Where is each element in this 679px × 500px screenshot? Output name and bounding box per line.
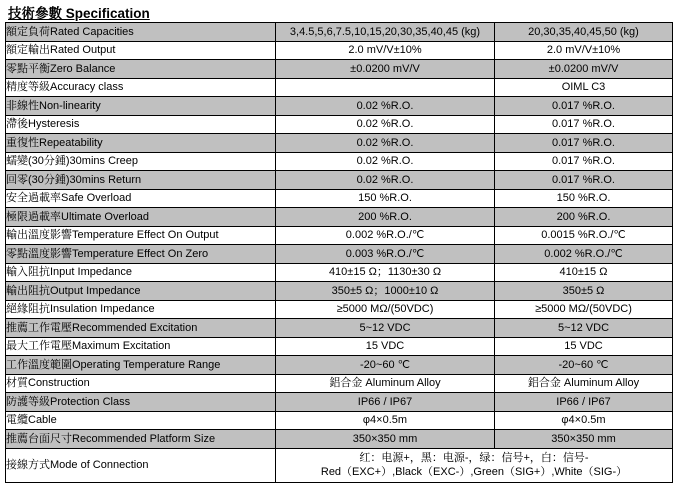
spec-value-cell-2: 0.017 %R.O. bbox=[495, 171, 673, 190]
spec-label-cell: 最大工作電壓Maximum Excitation bbox=[6, 337, 276, 356]
spec-value-cell-1: 200 %R.O. bbox=[276, 208, 495, 227]
table-row bbox=[6, 152, 673, 171]
spec-value-cell-1 bbox=[276, 78, 495, 97]
spec-value-cell-2: 20,30,35,40,45,50 (kg) bbox=[495, 23, 673, 42]
table-row bbox=[6, 411, 673, 430]
spec-label-cell: 非線性Non-linearity bbox=[6, 97, 276, 116]
spec-value-cell-2: ≥5000 MΩ/(50VDC) bbox=[495, 300, 673, 319]
spec-value-cell-1: 0.002 %R.O./℃ bbox=[276, 226, 495, 245]
table-row bbox=[6, 393, 673, 412]
spec-value-cell-1: 0.02 %R.O. bbox=[276, 171, 495, 190]
spec-value-cell-1: φ4×0.5m bbox=[276, 411, 495, 430]
spec-label-cell: 額定輸出Rated Output bbox=[6, 41, 276, 60]
table-row bbox=[6, 263, 673, 282]
spec-value-cell-1: 2.0 mV/V±10% bbox=[276, 41, 495, 60]
spec-value-cell-1: 0.003 %R.O./℃ bbox=[276, 245, 495, 264]
connection-line-en: Red（EXC+）,Black（EXC-）,Green（SIG+）,White（SIG-） bbox=[320, 466, 628, 478]
spec-value-cell-1: 5~12 VDC bbox=[276, 319, 495, 338]
table-row bbox=[6, 189, 673, 208]
spec-value-cell-1: ≥5000 MΩ/(50VDC) bbox=[276, 300, 495, 319]
spec-value-cell-1: ±0.0200 mV/V bbox=[276, 60, 495, 79]
table-row bbox=[6, 282, 673, 301]
spec-value-cell-2: ±0.0200 mV/V bbox=[495, 60, 673, 79]
spec-label-cell: 電纜Cable bbox=[6, 411, 276, 430]
spec-value-cell-1: 410±15 Ω；1130±30 Ω bbox=[276, 263, 495, 282]
spec-value-cell-2: φ4×0.5m bbox=[495, 411, 673, 430]
spec-value-cell-1: 鋁合金 Aluminum Alloy bbox=[276, 374, 495, 393]
spec-label-cell: 額定負荷Rated Capacities bbox=[6, 23, 276, 42]
spec-value-cell-1: 150 %R.O. bbox=[276, 189, 495, 208]
spec-label-cell: 推薦台面尺寸Recommended Platform Size bbox=[6, 430, 276, 449]
spec-value-cell-2: 鋁合金 Aluminum Alloy bbox=[495, 374, 673, 393]
table-row bbox=[6, 208, 673, 227]
spec-connection-value-cell bbox=[276, 448, 673, 482]
spec-label-cell: 防護等級Protection Class bbox=[6, 393, 276, 412]
spec-value-cell-2: 0.002 %R.O./℃ bbox=[495, 245, 673, 264]
table-row bbox=[6, 97, 673, 116]
spec-label-cell: 輸出阻抗Output Impedance bbox=[6, 282, 276, 301]
spec-value-cell-2: 350×350 mm bbox=[495, 430, 673, 449]
table-row bbox=[6, 171, 673, 190]
spec-value-cell-1: 0.02 %R.O. bbox=[276, 134, 495, 153]
spec-value-cell-2: 0.017 %R.O. bbox=[495, 134, 673, 153]
spec-label-cell: 零點溫度影響Temperature Effect On Zero bbox=[6, 245, 276, 264]
spec-value-cell-1: 15 VDC bbox=[276, 337, 495, 356]
spec-value-cell-2: IP66 / IP67 bbox=[495, 393, 673, 412]
table-row-mode-of-connection bbox=[6, 448, 673, 482]
spec-value-cell-1: 0.02 %R.O. bbox=[276, 152, 495, 171]
spec-value-cell-1: IP66 / IP67 bbox=[276, 393, 495, 412]
table-row bbox=[6, 319, 673, 338]
spec-label-cell: 接線方式Mode of Connection bbox=[6, 448, 276, 482]
spec-value-cell-2: -20~60 ℃ bbox=[495, 356, 673, 375]
spec-label-cell: 重復性Repeatability bbox=[6, 134, 276, 153]
table-row bbox=[6, 115, 673, 134]
spec-value-cell-2: 0.0015 %R.O./℃ bbox=[495, 226, 673, 245]
spec-value-cell-1: 0.02 %R.O. bbox=[276, 97, 495, 116]
table-row bbox=[6, 60, 673, 79]
spec-label-cell: 輸入阻抗Input Impedance bbox=[6, 263, 276, 282]
spec-value-cell-1: 3,4.5,5,6,7.5,10,15,20,30,35,40,45 (kg) bbox=[276, 23, 495, 42]
spec-value-cell-1: -20~60 ℃ bbox=[276, 356, 495, 375]
spec-label-cell: 精度等級Accuracy class bbox=[6, 78, 276, 97]
spec-label-cell: 輸出溫度影響Temperature Effect On Output bbox=[6, 226, 276, 245]
spec-value-cell-2: 350±5 Ω bbox=[495, 282, 673, 301]
table-row bbox=[6, 356, 673, 375]
spec-label-cell: 工作溫度範圍Operating Temperature Range bbox=[6, 356, 276, 375]
table-row bbox=[6, 134, 673, 153]
table-row bbox=[6, 374, 673, 393]
spec-value-cell-2: 200 %R.O. bbox=[495, 208, 673, 227]
spec-value-cell-2: 2.0 mV/V±10% bbox=[495, 41, 673, 60]
spec-value-cell-2: 15 VDC bbox=[495, 337, 673, 356]
spec-label-cell: 滯後Hysteresis bbox=[6, 115, 276, 134]
spec-label-cell: 極限過載率Ultimate Overload bbox=[6, 208, 276, 227]
page-title: 技術參數 Specification bbox=[8, 6, 150, 21]
spec-value-cell-1: 350×350 mm bbox=[276, 430, 495, 449]
spec-value-cell-2: 0.017 %R.O. bbox=[495, 152, 673, 171]
spec-value-cell-2: 5~12 VDC bbox=[495, 319, 673, 338]
table-row bbox=[6, 337, 673, 356]
spec-label-cell: 絕緣阻抗Insulation Impedance bbox=[6, 300, 276, 319]
spec-label-cell: 材質Construction bbox=[6, 374, 276, 393]
table-row bbox=[6, 300, 673, 319]
spec-label-cell: 推薦工作電壓Recommended Excitation bbox=[6, 319, 276, 338]
table-row bbox=[6, 430, 673, 449]
table-row bbox=[6, 245, 673, 264]
specification-table bbox=[5, 22, 673, 483]
spec-value-cell-2: 0.017 %R.O. bbox=[495, 115, 673, 134]
table-row bbox=[6, 78, 673, 97]
table-row bbox=[6, 226, 673, 245]
connection-line-zh: 红：电源+，黑：电源-，绿：信号+，白：信号- bbox=[359, 451, 589, 464]
spec-value-cell-1: 0.02 %R.O. bbox=[276, 115, 495, 134]
spec-label-cell: 蠕變(30分鍾)30mins Creep bbox=[6, 152, 276, 171]
spec-label-cell: 安全過載率Safe Overload bbox=[6, 189, 276, 208]
spec-value-cell-1: 350±5 Ω；1000±10 Ω bbox=[276, 282, 495, 301]
table-row bbox=[6, 23, 673, 42]
spec-value-cell-2: 150 %R.O. bbox=[495, 189, 673, 208]
spec-value-cell-2: OIML C3 bbox=[495, 78, 673, 97]
spec-value-cell-2: 0.017 %R.O. bbox=[495, 97, 673, 116]
spec-value-cell-2: 410±15 Ω bbox=[495, 263, 673, 282]
table-row bbox=[6, 41, 673, 60]
spec-label-cell: 回零(30分鍾)30mins Return bbox=[6, 171, 276, 190]
spec-label-cell: 零點平衡Zero Balance bbox=[6, 60, 276, 79]
